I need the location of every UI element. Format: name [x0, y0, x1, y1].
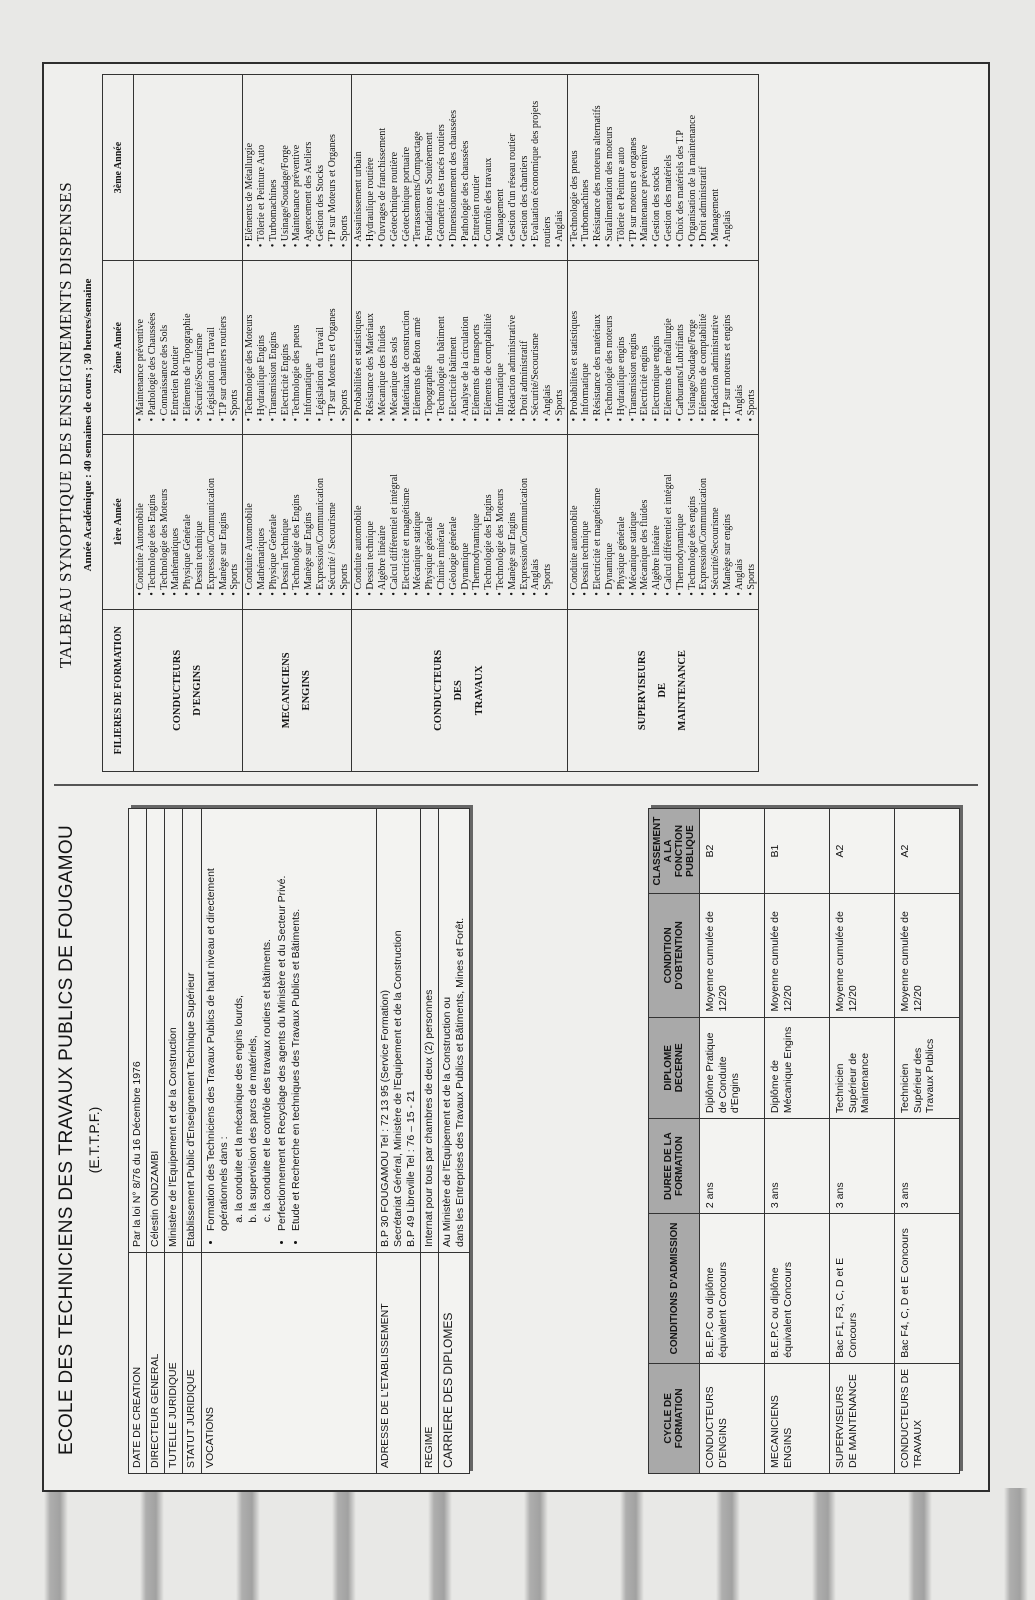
- program-year2-cell: [243, 261, 352, 435]
- course-item: • Dessin technique: [365, 438, 377, 595]
- program-year3-cell: [243, 75, 352, 261]
- course-item: • Eléments de comptabilité: [483, 264, 495, 421]
- course-item: • Electricité engins: [639, 264, 651, 421]
- course-item: • Matériaux de construction: [401, 264, 413, 421]
- course-item: • Manège sur Engins: [507, 438, 519, 595]
- course-item: • Eléments de Topographie: [182, 264, 194, 421]
- course-item: • Sports: [554, 264, 566, 421]
- course-item: • Informatique: [580, 264, 592, 421]
- program-filiere: [243, 609, 352, 771]
- course-item: • T.P sur chantiers routiers: [218, 264, 230, 421]
- program-year1-cell: [243, 435, 352, 609]
- school-acronym: (E.T.T.P.F.): [86, 1106, 102, 1174]
- course-item: • Technologie des Moteurs: [495, 438, 507, 595]
- program-year1-cell: [567, 435, 759, 609]
- course-item: • Calcul différentiel et intégral: [389, 438, 401, 595]
- course-item: • Hydraulique routière: [365, 78, 377, 247]
- course-item: • Gestion d'un réseau routier: [507, 78, 519, 247]
- course-item: • Carburants/Lubrifiants: [675, 264, 687, 421]
- filiere-label: D'ENGINS: [192, 664, 204, 716]
- course-item: • TP sur Moteurs et Organes: [327, 78, 339, 247]
- program-title: TALBEAU SYNOPTIQUE DES ENSEIGNEMENTS DISPENSES: [56, 181, 75, 669]
- info-value: Célestin ONDZAMBI: [147, 809, 165, 1253]
- cycle-diploma: Diplôme de Mécanique Engins: [765, 1017, 830, 1119]
- newspaper-sheet: [42, 62, 990, 1492]
- careers-line: Au Ministère de l'Equipement et de la Construction ou: [441, 996, 453, 1247]
- course-list: [353, 78, 565, 257]
- vocation-text: Formation des Techniciens des Travaux Publics de haut niveau et directement opérationnels dans :: [204, 868, 230, 1231]
- cycle-row: [765, 809, 830, 1474]
- cycle-header: CONDITION D'OBTENTION: [649, 894, 700, 1017]
- course-item: • Physique Générale: [268, 438, 280, 595]
- course-item: • Management: [495, 78, 507, 247]
- course-item: • Management: [710, 78, 722, 247]
- info-value: Internat pour tous par chambres de deux (2) personnes: [420, 809, 438, 1253]
- course-item: • Electricité Engins: [280, 264, 292, 421]
- course-item: • Dimensionnement des chaussées: [448, 78, 460, 247]
- course-item: • Evaluation économique des projets routiers: [530, 78, 554, 247]
- course-item: • Géologie générale: [448, 438, 460, 595]
- course-list: [244, 438, 350, 605]
- course-item: • Algèbre linéaire: [377, 438, 389, 595]
- careers-cell: [439, 809, 470, 1253]
- vocation-item: • Etude et Recherche en techniques des Travaux Publics et Bâtiments.: [290, 814, 303, 1231]
- course-item: • Gestion des chantiers: [519, 78, 531, 247]
- program-filiere: [567, 609, 759, 771]
- course-item: • TP sur Moteurs et Organes: [327, 264, 339, 421]
- course-list: [569, 438, 758, 605]
- course-item: • Probabilités et statistiques: [353, 264, 365, 421]
- course-item: • Chimie minérale: [436, 438, 448, 595]
- info-key: DATE DE CREATION: [129, 1253, 147, 1474]
- info-key: STATUT JURIDIQUE: [183, 1253, 201, 1474]
- cycle-duration: 3 ans: [830, 1119, 895, 1214]
- info-row: [129, 809, 147, 1474]
- address-line: B.P 30 FOUGAMOU Tel : 72 13 95 (Service Formation): [378, 990, 391, 1247]
- cycle-diploma: Technicien Supérieur de Maintenance: [830, 1017, 895, 1119]
- course-item: • Manège sur engins: [722, 438, 734, 595]
- course-item: • Transmission Engins: [268, 264, 280, 421]
- course-item: • T.P sur moteurs et engins: [722, 264, 734, 421]
- course-item: • Eléments de comptabilité: [698, 264, 710, 421]
- cycle-header: CYCLE DE FORMATION: [649, 1363, 700, 1473]
- program-table: [102, 74, 759, 772]
- course-item: • Droit administratif: [698, 78, 710, 247]
- course-item: • Usinage/Soudage/Forge: [687, 264, 699, 421]
- vocations-cell: [201, 809, 376, 1253]
- info-row: [147, 809, 165, 1474]
- course-item: • Sécurité/Secourisme: [194, 264, 206, 421]
- course-item: • Physique générale: [424, 438, 436, 595]
- program-filiere: [134, 609, 243, 771]
- course-item: • Anglais: [530, 438, 542, 595]
- course-item: • Technologie des Engins: [483, 438, 495, 595]
- course-item: • Mathématiques: [256, 438, 268, 595]
- program-year1-cell: [134, 435, 243, 609]
- course-item: • Mécanique statique: [628, 438, 640, 595]
- cycle-duration: 3 ans: [765, 1119, 830, 1214]
- cycle-admission: B.E.P.C ou diplôme équivalent Concours: [700, 1214, 765, 1364]
- course-item: • Informatique: [495, 264, 507, 421]
- info-row: [420, 809, 438, 1474]
- course-item: • Electricité et magnétisme: [401, 438, 413, 595]
- course-item: • Entretien routier: [471, 78, 483, 247]
- address-line: B.P 49 Libreville Tel : 76 – 15 - 21: [404, 1090, 417, 1247]
- program-filiere: [352, 609, 567, 771]
- course-item: • TP sur moteurs et organes: [628, 78, 640, 247]
- filiere-label: ENGINS: [301, 670, 313, 711]
- course-list: [353, 264, 565, 431]
- cycle-duration: 3 ans: [895, 1119, 960, 1214]
- info-row: [183, 809, 201, 1474]
- program-year3-cell: [567, 75, 759, 261]
- course-item: • Conduite Automobile: [244, 438, 256, 595]
- course-item: • Dessin technique: [580, 438, 592, 595]
- course-item: • Géotechnique portuaire: [401, 78, 413, 247]
- address-cell: [376, 809, 420, 1253]
- filiere-label: TRAVAUX: [473, 665, 485, 716]
- program-year1-cell: [352, 435, 567, 609]
- careers-line: dans les Entreprises des Travaux Publics et Bâtiments, Mines et Forêt.: [454, 917, 467, 1247]
- program-panel: [44, 68, 988, 778]
- course-item: • Technologie du bâtiment: [436, 264, 448, 421]
- info-value: Etablissement Public d'Enseignement Technique Supérieur: [183, 809, 201, 1253]
- course-item: • Conduite automobile: [353, 438, 365, 595]
- course-item: • Suralimentation des moteurs: [604, 78, 616, 247]
- info-key: TUTELLE JURIDIQUE: [165, 1253, 183, 1474]
- course-item: • Organisation de la maintenance: [687, 78, 699, 247]
- school-info-table: [128, 808, 470, 1474]
- course-item: • Sports: [339, 78, 351, 247]
- course-item: • Maintenance préventive: [135, 264, 147, 421]
- course-list: [244, 264, 350, 431]
- course-item: • Physique générale: [616, 438, 628, 595]
- program-year2-cell: [134, 261, 243, 435]
- info-row-vocations: [201, 809, 376, 1474]
- course-item: • Technologie des engins: [687, 438, 699, 595]
- cycle-name: MECANICIENS ENGINS: [765, 1363, 830, 1473]
- course-item: • Assainissement urbain: [353, 78, 365, 247]
- filiere-label: SUPERVISEURS: [636, 650, 648, 731]
- cycle-grade: B1: [765, 809, 830, 894]
- info-value: Par la loi N° 8/76 du 16 Décembre 1976: [129, 809, 147, 1253]
- course-item: • Algèbre linéaire: [651, 438, 663, 595]
- course-item: • Turbomachines: [268, 78, 280, 247]
- course-item: • Mécanique des sols: [389, 264, 401, 421]
- course-item: • Expression/Communication: [519, 438, 531, 595]
- program-year2-cell: [567, 261, 759, 435]
- course-item: • Turbomachines: [580, 78, 592, 247]
- vocation-item: [205, 814, 275, 1231]
- cycle-grade: A2: [895, 809, 960, 894]
- filiere-label: DES: [453, 680, 465, 701]
- course-item: • Géotechnique routière: [389, 78, 401, 247]
- cycle-header-row: [649, 809, 700, 1474]
- program-header-row: [103, 75, 134, 772]
- program-row: [352, 75, 567, 772]
- info-key: REGIME: [420, 1253, 438, 1474]
- course-item: • Législation du Travail: [315, 264, 327, 421]
- info-value: Ministère de l'Equipement et de la Construction: [165, 809, 183, 1253]
- course-item: • Géométrie des tracés routiers: [436, 78, 448, 247]
- info-row-careers: [439, 809, 470, 1474]
- course-item: • Thermodynamique: [471, 438, 483, 595]
- course-item: • Pathologie des Chaussées: [147, 264, 159, 421]
- info-key: VOCATIONS: [201, 1253, 376, 1474]
- info-row: [165, 809, 183, 1474]
- cycle-condition: Moyenne cumulée de 12/20: [765, 894, 830, 1017]
- course-item: • Manège sur Engins: [303, 438, 315, 595]
- filiere-label: CONDUCTEURS: [432, 649, 444, 731]
- course-item: • Topographie: [424, 264, 436, 421]
- cycle-row: [895, 809, 960, 1474]
- info-key: ADRESSE DE L'ETABLISSEMENT: [376, 1253, 420, 1474]
- course-item: • Technologie des Moteurs: [244, 264, 256, 421]
- cycle-admission: B.E.P.C ou diplôme équivalent Concours: [765, 1214, 830, 1364]
- info-key: DIRECTEUR GENERAL: [147, 1253, 165, 1474]
- course-item: • Droit administratif: [519, 264, 531, 421]
- cycle-condition: Moyenne cumulée de 12/20: [895, 894, 960, 1017]
- cycle-name: CONDUCTEURS DE TRAVAUX: [895, 1363, 960, 1473]
- vocation-subitem: c. la conduite et le contrôle des travaux routiers et bâtiments.: [261, 814, 274, 1211]
- course-item: • Sports: [339, 438, 351, 595]
- program-row: [243, 75, 352, 772]
- course-item: • Eléments de transports: [471, 264, 483, 421]
- course-item: • Fondations et Soutènement: [424, 78, 436, 247]
- course-item: • Tôlerie et Peinture auto: [616, 78, 628, 247]
- course-item: • Dynamique: [460, 438, 472, 595]
- course-item: • Anglais: [554, 78, 566, 247]
- course-item: • Usinage/Soudage/Forge: [280, 78, 292, 247]
- course-item: • Mécanique statique: [412, 438, 424, 595]
- course-item: • Sports: [746, 438, 758, 595]
- course-item: • Contrôle des travaux: [483, 78, 495, 247]
- course-item: • Gestion des Stocks: [315, 78, 327, 247]
- course-item: • Manège sur Engins: [218, 438, 230, 595]
- course-item: • Calcul différentiel et intégral: [663, 438, 675, 595]
- course-item: • Rédaction administrative: [710, 264, 722, 421]
- course-item: • Eléments de Béton armé: [412, 264, 424, 421]
- course-item: • Sécurité/Secourisme: [530, 264, 542, 421]
- program-header: 3ème Année: [103, 75, 134, 261]
- course-item: • Informatique: [303, 264, 315, 421]
- school-panel: [44, 790, 988, 1490]
- filiere-label: DE: [656, 683, 668, 698]
- course-item: • Mathématiques: [170, 438, 182, 595]
- course-item: • Rédaction administrative: [507, 264, 519, 421]
- course-item: • Electronique engins: [651, 264, 663, 421]
- course-item: • Gestion des matériels: [663, 78, 675, 247]
- column-divider: [54, 784, 978, 786]
- address-line: Secrétariat Général, Ministère de l'Equipement et de la Construction: [391, 930, 404, 1247]
- cycle-header: DUREE DE LA FORMATION: [649, 1119, 700, 1214]
- course-item: • Mécanique des fluides: [377, 264, 389, 421]
- cycle-header: DIPLOME DECERNE: [649, 1017, 700, 1119]
- program-header: FILIERES DE FORMATION: [103, 609, 134, 771]
- scan-edge-stripes: [0, 1488, 1035, 1600]
- program-year3-cell: [352, 75, 567, 261]
- course-item: • Technologie des Engins: [147, 438, 159, 595]
- course-item: • Eléments de métallurgie: [663, 264, 675, 421]
- course-item: • Analyse de la circulation: [460, 264, 472, 421]
- course-item: • Sports: [229, 264, 241, 421]
- rotated-content: [44, 64, 988, 1490]
- cycle-condition: Moyenne cumulée de 12/20: [700, 894, 765, 1017]
- course-item: • Expression/Communication: [206, 438, 218, 595]
- course-item: • Anglais: [734, 264, 746, 421]
- course-item: • Dessin Technique: [280, 438, 292, 595]
- course-item: • Technologie des Engins: [291, 438, 303, 595]
- course-item: • Anglais: [722, 78, 734, 247]
- course-item: • Choix des matériels des T.P: [675, 78, 687, 247]
- cycle-admission: Bac F1, F3, C, D et E Concours: [830, 1214, 895, 1364]
- cycle-table: [648, 808, 960, 1474]
- course-list: [135, 438, 241, 605]
- cycle-name: SUPERVISEURS DE MAINTENANCE: [830, 1363, 895, 1473]
- course-list: [569, 264, 758, 431]
- course-item: • Transmission engins: [628, 264, 640, 421]
- course-item: • Sports: [746, 264, 758, 421]
- course-list: [353, 438, 554, 605]
- course-item: • Probabilités et statistiques: [569, 264, 581, 421]
- course-item: • Ouvrages de franchissement: [377, 78, 389, 247]
- program-year2-cell: [352, 261, 567, 435]
- filiere-label: MECANICIENS: [280, 652, 292, 729]
- course-item: • Eléments de Métallurgie: [244, 78, 256, 247]
- course-item: • Conduite automobile: [569, 438, 581, 595]
- course-item: • Sécurité/Secourisme: [710, 438, 722, 595]
- course-item: • Sports: [229, 438, 241, 595]
- cycle-condition: Moyenne cumulée de 12/20: [830, 894, 895, 1017]
- cycle-diploma: Diplôme Pratique de Conduite d'Engins: [700, 1017, 765, 1119]
- cycle-grade: B2: [700, 809, 765, 894]
- course-item: • Technologie des pneus: [291, 264, 303, 421]
- info-row-address: [376, 809, 420, 1474]
- course-item: • Résistance des matériaux: [592, 264, 604, 421]
- cycle-diploma: Technicien Supérieur des Travaux Publics: [895, 1017, 960, 1119]
- course-item: • Dessin technique: [194, 438, 206, 595]
- course-item: • Entretien Routier: [170, 264, 182, 421]
- course-item: • Hydraulique engins: [616, 264, 628, 421]
- course-item: • Anglais: [734, 438, 746, 595]
- cycle-row: [700, 809, 765, 1474]
- course-list: [244, 78, 350, 257]
- course-item: • Conduite Automobile: [135, 438, 147, 595]
- course-item: • Sécurité / Secourisme: [327, 438, 339, 595]
- info-key: CARRIERE DES DIPLOMES: [439, 1253, 470, 1474]
- course-item: • Technologie des Moteurs: [159, 438, 171, 595]
- cycle-header: CONDITIONS D'ADMISSION: [649, 1214, 700, 1364]
- course-item: • Thermodynamique: [675, 438, 687, 595]
- course-item: • Connaissance des Sols: [159, 264, 171, 421]
- course-item: • Mécanique des fluides: [639, 438, 651, 595]
- program-year3-cell: [134, 75, 243, 261]
- course-item: • Expression/Communication: [315, 438, 327, 595]
- course-item: • Technologie des moteurs: [604, 264, 616, 421]
- course-item: • Sports: [339, 264, 351, 421]
- course-item: • Sports: [542, 438, 554, 595]
- cycle-admission: Bac F4, C, D et E Concours: [895, 1214, 960, 1364]
- cycle-grade: A2: [830, 809, 895, 894]
- cycle-row: [830, 809, 895, 1474]
- vocation-item: • Perfectionnement et Recyclage des agents du Ministère et du Secteur Privé.: [276, 814, 289, 1231]
- course-item: • Physique Générale: [182, 438, 194, 595]
- course-item: • Dynamique: [604, 438, 616, 595]
- course-item: • Tôlerie et Peinture Auto: [256, 78, 268, 247]
- vocation-subitem: b. la supervision des parcs de matériels,: [247, 814, 260, 1211]
- course-item: • Pathologie des chaussées: [460, 78, 472, 247]
- program-header: 2ème Année: [103, 261, 134, 435]
- course-item: • Maintenance préventive: [639, 78, 651, 247]
- program-header: 1ère Année: [103, 435, 134, 609]
- cycle-duration: 2 ans: [700, 1119, 765, 1214]
- cycle-header: CLASSEMENT A LA FONCTION PUBLIQUE: [649, 809, 700, 894]
- program-row: [134, 75, 243, 772]
- course-item: • Agencement des Ateliers: [303, 78, 315, 247]
- course-item: • Résistance des moteurs alternatifs: [592, 78, 604, 247]
- course-item: • Résistance des Matériaux: [365, 264, 377, 421]
- course-item: • Expression/Communication: [698, 438, 710, 595]
- course-item: • Anglais: [542, 264, 554, 421]
- cycle-name: CONDUCTEURS D'ENGINS: [700, 1363, 765, 1473]
- course-list: [569, 78, 734, 257]
- program-row: [567, 75, 759, 772]
- filiere-label: MAINTENANCE: [677, 650, 689, 731]
- course-item: • Terrassements/Compactage: [412, 78, 424, 247]
- course-item: • Electricité bâtiment: [448, 264, 460, 421]
- vocation-subitem: a. la conduite et la mécanique des engins lourds,: [233, 814, 246, 1211]
- course-list: [135, 264, 241, 431]
- filiere-label: CONDUCTEURS: [171, 649, 183, 731]
- course-item: • Electricité et magnétisme: [592, 438, 604, 595]
- program-subtitle: Année Académique : 40 semaines de cours ; 30 heures/semaine: [82, 278, 94, 572]
- course-item: • Hydraulique Engins: [256, 264, 268, 421]
- course-item: • Législation du Travail: [206, 264, 218, 421]
- course-item: • Technologie des pneus: [569, 78, 581, 247]
- school-title: ECOLE DES TECHNICIENS DES TRAVAUX PUBLICS DE FOUGAMOU: [56, 825, 77, 1456]
- course-item: • Gestion des stocks: [651, 78, 663, 247]
- course-item: • Maintenance préventive: [291, 78, 303, 247]
